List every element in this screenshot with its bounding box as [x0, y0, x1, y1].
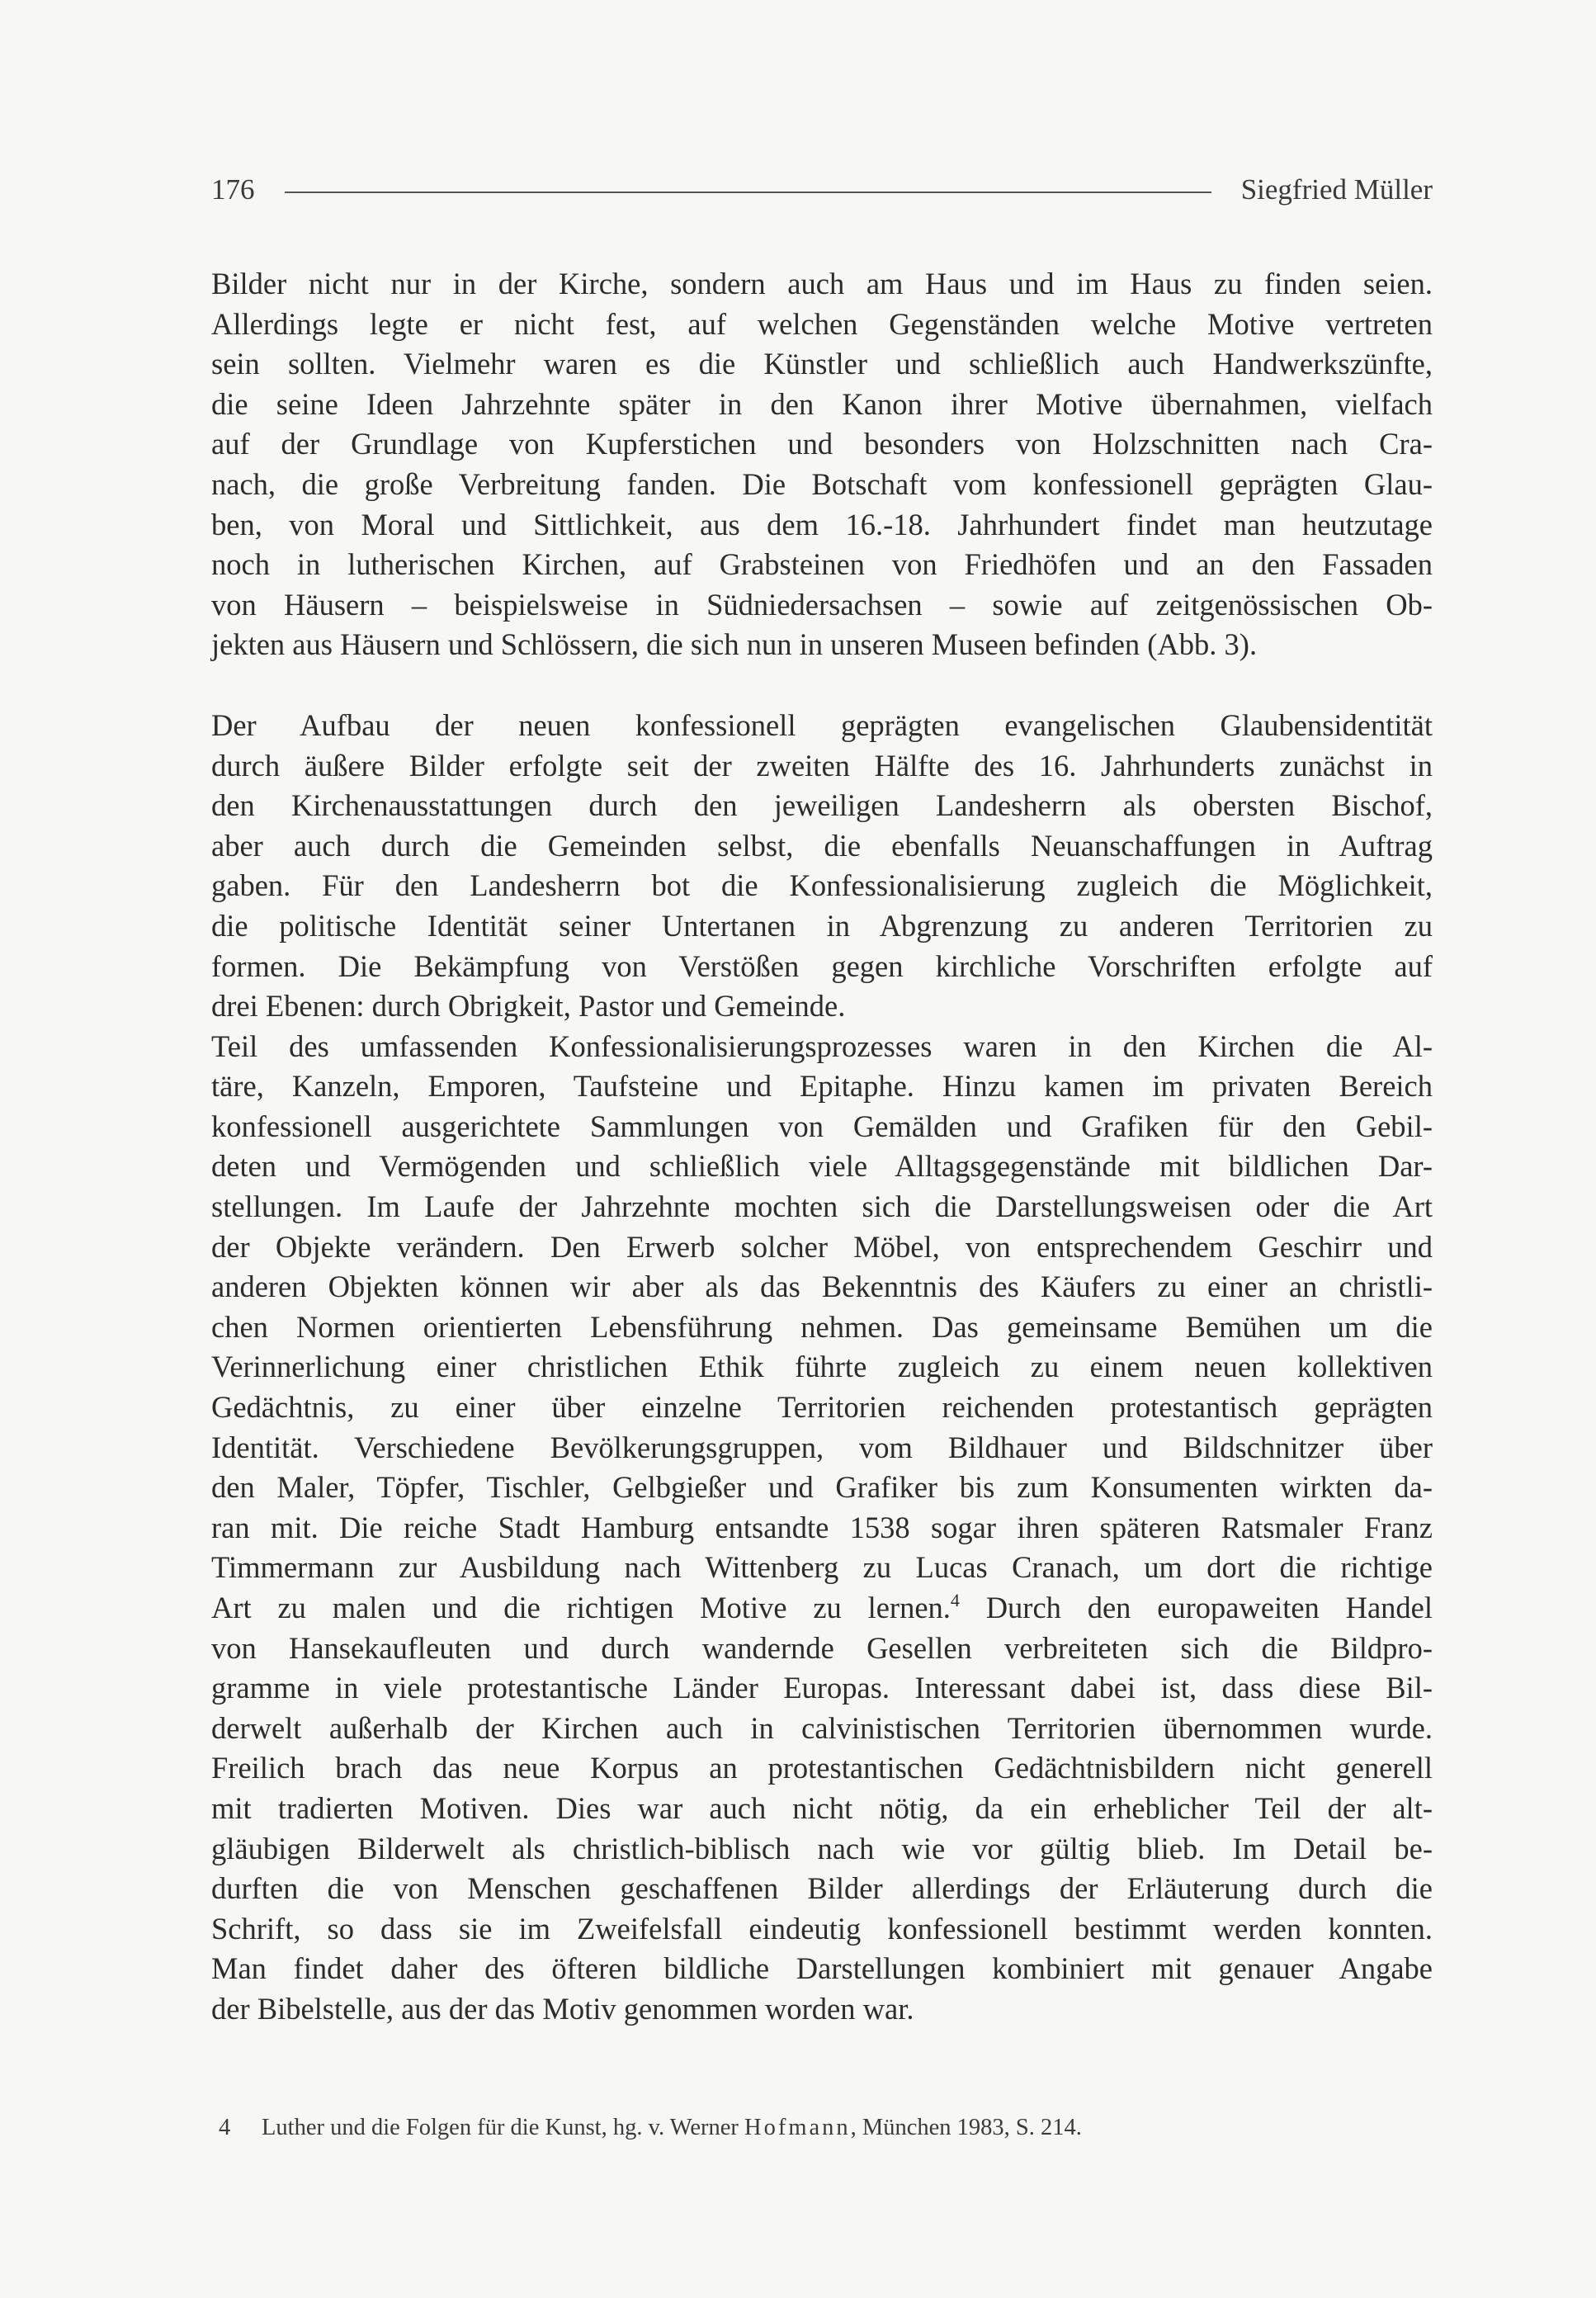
paragraph-2: [211, 706, 1433, 1027]
footnote-editor-surname: Hofmann: [744, 2115, 851, 2140]
footnote-reference[interactable]: 4: [950, 1590, 960, 1610]
text-line: den Kirchenausstattungen durch den jeweiligen Landesherrn als obersten Bischof,: [211, 788, 1433, 823]
text-line: den Maler, Töpfer, Tischler, Gelbgießer und Grafiker bis zum Konsumenten wirkten da-: [211, 1470, 1433, 1505]
footnote: [219, 2113, 1432, 2143]
text-line: Der Aufbau der neuen konfessionell geprägten evangelischen Glaubensidentität: [211, 707, 1433, 742]
text-line: Freilich brach das neue Korpus an protestantischen Gedächtnisbildern nicht generell: [211, 1751, 1433, 1785]
text-line: Schrift, so dass sie im Zweifelsfall eindeutig konfessionell bestimmt werden konnten.: [211, 1911, 1433, 1946]
text-line: gramme in viele protestantische Länder Europas. Interessant dabei ist, dass diese Bil-: [211, 1671, 1433, 1705]
footnote-text: Luther und die Folgen für die Kunst, hg. v. Werner: [262, 2115, 745, 2140]
text-line: sein sollten. Vielmehr waren es die Künstler und schließlich auch Handwerkszünfte,: [211, 347, 1433, 381]
text-line: Verinnerlichung einer christlichen Ethik führte zugleich zu einem neuen kollektiven: [211, 1350, 1433, 1384]
text-line: von Hansekaufleuten und durch wandernde Gesellen verbreiteten sich die Bildpro-: [211, 1630, 1433, 1665]
text-line: durften die von Menschen geschaffenen Bilder allerdings der Erläuterung durch die: [211, 1871, 1433, 1906]
text-line: aber auch durch die Gemeinden selbst, die ebenfalls Neuanschaffungen in Auftrag: [211, 828, 1433, 863]
text-line: jekten aus Häusern und Schlössern, die sich nun in unseren Museen befinden (Abb. 3).: [211, 627, 1258, 662]
text-line: ran mit. Die reiche Stadt Hamburg entsandte 1538 sogar ihren späteren Ratsmaler Franz: [211, 1510, 1433, 1544]
text-line: Timmermann zur Ausbildung nach Wittenberg zu Lucas Cranach, um dort die richtige: [211, 1550, 1433, 1585]
text-line: derwelt außerhalb der Kirchen auch in calvinistischen Territorien übernommen wurde.: [211, 1710, 1433, 1745]
footnote-number: 4: [219, 2115, 231, 2140]
footnote-text-end: , München 1983, S. 214.: [850, 2115, 1082, 2140]
text-line: ben, von Moral und Sittlichkeit, aus dem 16.-18. Jahrhundert findet man heutzutage: [211, 507, 1433, 541]
text-line: die politische Identität seiner Untertanen in Abgrenzung zu anderen Territorien zu: [211, 908, 1433, 943]
text-line: nach, die große Verbreitung fanden. Die Botschaft vom konfessionell geprägten Glau-: [211, 466, 1433, 501]
paragraph-3: [211, 1027, 1433, 2030]
paragraph-1: [211, 264, 1433, 665]
text-line: täre, Kanzeln, Emporen, Taufsteine und Epitaphe. Hinzu kamen im privaten Bereich: [211, 1069, 1433, 1104]
text-line: noch in lutherischen Kirchen, auf Grabsteinen von Friedhöfen und an den Fassaden: [211, 547, 1433, 582]
text-line-with-footnote-ref: [211, 1588, 1433, 1629]
text-line: formen. Die Bekämpfung von Verstößen gegen kirchliche Vorschriften erfolgte auf: [211, 948, 1433, 983]
text-line: der Bibelstelle, aus der das Motiv genommen worden war.: [211, 1991, 914, 2026]
text-line: von Häusern – beispielsweise in Südniedersachsen – sowie auf zeitgenössischen Ob-: [211, 587, 1433, 622]
paragraph-spacer: [211, 665, 1433, 706]
page-number: 176: [211, 173, 255, 206]
text-fragment: Art zu malen und die richtigen Motive zu lernen.: [211, 1591, 951, 1624]
text-line: die seine Ideen Jahrzehnte später in den Kanon ihrer Motive übernahmen, vielfach: [211, 386, 1433, 421]
running-header-author: Siegfried Müller: [1240, 173, 1433, 206]
text-line: der Objekte verändern. Den Erwerb solcher Möbel, von entsprechendem Geschirr und: [211, 1229, 1433, 1264]
text-line: gaben. Für den Landesherrn bot die Konfessionalisierung zugleich die Möglichkeit,: [211, 868, 1433, 903]
text-fragment: Durch den europaweiten Handel: [959, 1591, 1433, 1624]
text-line: Man findet daher des öfteren bildliche Darstellungen kombiniert mit genauer Angabe: [211, 1951, 1433, 1986]
text-line: Allerdings legte er nicht fest, auf welchen Gegenständen welche Motive vertreten: [211, 306, 1433, 341]
text-line: Teil des umfassenden Konfessionalisierungsprozesses waren in den Kirchen die Al-: [211, 1028, 1433, 1063]
text-line: Identität. Verschiedene Bevölkerungsgruppen, vom Bildhauer und Bildschnitzer über: [211, 1430, 1433, 1464]
text-line: chen Normen orientierten Lebensführung nehmen. Das gemeinsame Bemühen um die: [211, 1309, 1433, 1344]
text-line: anderen Objekten können wir aber als das Bekenntnis des Käufers zu einer an christli-: [211, 1270, 1433, 1304]
text-line: mit tradierten Motiven. Dies war auch nicht nötig, da ein erheblicher Teil der alt-: [211, 1790, 1433, 1825]
body-text: [211, 264, 1433, 2030]
text-line: gläubigen Bilderwelt als christlich-biblisch nach wie vor gültig blieb. Im Detail be-: [211, 1831, 1433, 1865]
text-line: auf der Grundlage von Kupferstichen und besonders von Holzschnitten nach Cra-: [211, 427, 1433, 461]
text-line: durch äußere Bilder erfolgte seit der zweiten Hälfte des 16. Jahrhunderts zunächst in: [211, 748, 1433, 783]
text-line: Bilder nicht nur in der Kirche, sondern auch am Haus und im Haus zu finden seien.: [211, 267, 1433, 300]
header-rule: [285, 192, 1211, 193]
running-header: [211, 168, 1433, 211]
text-line: deten und Vermögenden und schließlich viele Alltagsgegenstände mit bildlichen Dar-: [211, 1149, 1433, 1184]
text-line: stellungen. Im Laufe der Jahrzehnte mochten sich die Darstellungsweisen oder die Art: [211, 1189, 1433, 1224]
text-line: konfessionell ausgerichtete Sammlungen von Gemälden und Grafiken für den Gebil-: [211, 1109, 1433, 1143]
text-line: Gedächtnis, zu einer über einzelne Territorien reichenden protestantisch geprägten: [211, 1390, 1433, 1425]
text-line: drei Ebenen: durch Obrigkeit, Pastor und Gemeinde.: [211, 989, 846, 1024]
